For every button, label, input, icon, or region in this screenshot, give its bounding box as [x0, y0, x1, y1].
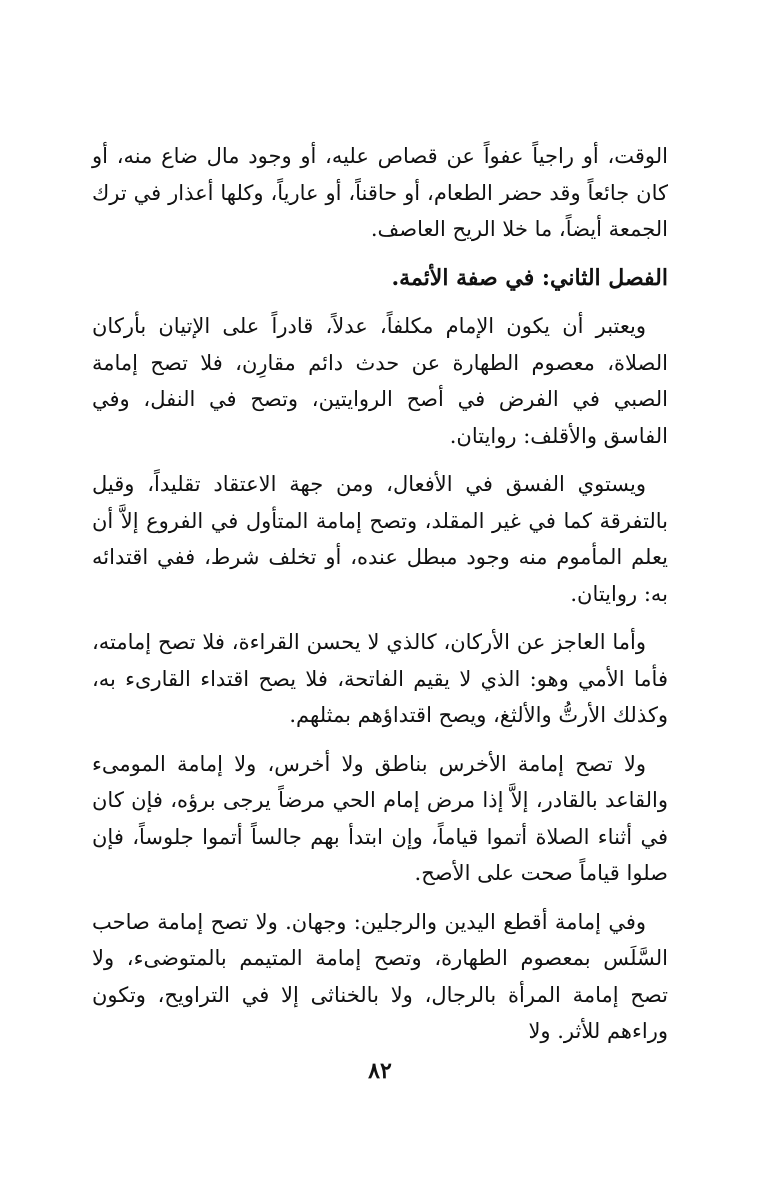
paragraph-fisq: ويستوي الفسق في الأفعال، ومن جهة الاعتقاد تقليداً، وقيل بالتفرقة كما في غير المقلد، وتصح إمامة المتأول في الفروع إلاَّ أن يعلم المأموم منه وجود مبطل عنده، أو تخلف شرط، ففي اقتدائه به: روايتان. — [92, 472, 668, 606]
paragraph-gap — [92, 734, 668, 746]
paragraph-gap — [92, 612, 668, 624]
page-body — [92, 138, 668, 1050]
paragraph-gap — [92, 454, 668, 466]
paragraph-akhras: ولا تصح إمامة الأخرس بناطق ولا أخرس، ولا إمامة المومىء والقاعد بالقادر، إلاَّ إذا مرض إمام الحي مرضاً يرجى برؤه، فإن كان في أثناء الصلاة أتموا قياماً، وإن ابتدأ بهم جالساً أتموا جلوساً، فإن صلوا قياماً صحت على الأصح. — [92, 751, 668, 885]
page-number: ٨٢ — [368, 1058, 392, 1084]
paragraph-gap — [92, 892, 668, 904]
paragraph-ajiz: وأما العاجز عن الأركان، كالذي لا يحسن القراءة، فلا تصح إمامته، فأما الأمي وهو: الذي لا يقيم الفاتحة، فلا يصح اقتداء القارىء به، وكذلك الأرتُّ والألثغ، ويصح اقتداؤهم بمثلهم. — [92, 630, 668, 727]
paragraph-aqta: وفي إمامة أقطع اليدين والرجلين: وجهان. ولا تصح إمامة صاحب السَّلَس بمعصوم الطهارة، وتصح إمامة المتيمم بالمتوضىء، ولا تصح إمامة المرأة بالرجال، ولا بالخناثى إلا في التراويح، وتكون وراءهم للأثر. ولا — [92, 909, 668, 1043]
paragraph-gap — [92, 296, 668, 308]
paragraph-gap — [92, 248, 668, 260]
paragraph-imam-conditions: ويعتبر أن يكون الإمام مكلفاً، عدلاً، قادراً على الإتيان بأركان الصلاة، معصوم الطهارة عن حدث دائم مقارِن، فلا تصح إمامة الصبي في الفرض في أصح الروايتين، وتصح في النفل، وفي الفاسق والأقلف: روايتان. — [92, 314, 668, 448]
section-heading: الفصل الثاني: في صفة الأئمة. — [391, 264, 668, 291]
paragraph-continuation: الوقت، أو راجياً عفواً عن قصاص عليه، أو وجود مال ضاع منه، أو كان جائعاً وقد حضر الطعام، أو حاقناً، أو عارياً، وكلها أعذار في ترك الجمعة أيضاً، ما خلا الريح العاصف. — [92, 144, 668, 241]
